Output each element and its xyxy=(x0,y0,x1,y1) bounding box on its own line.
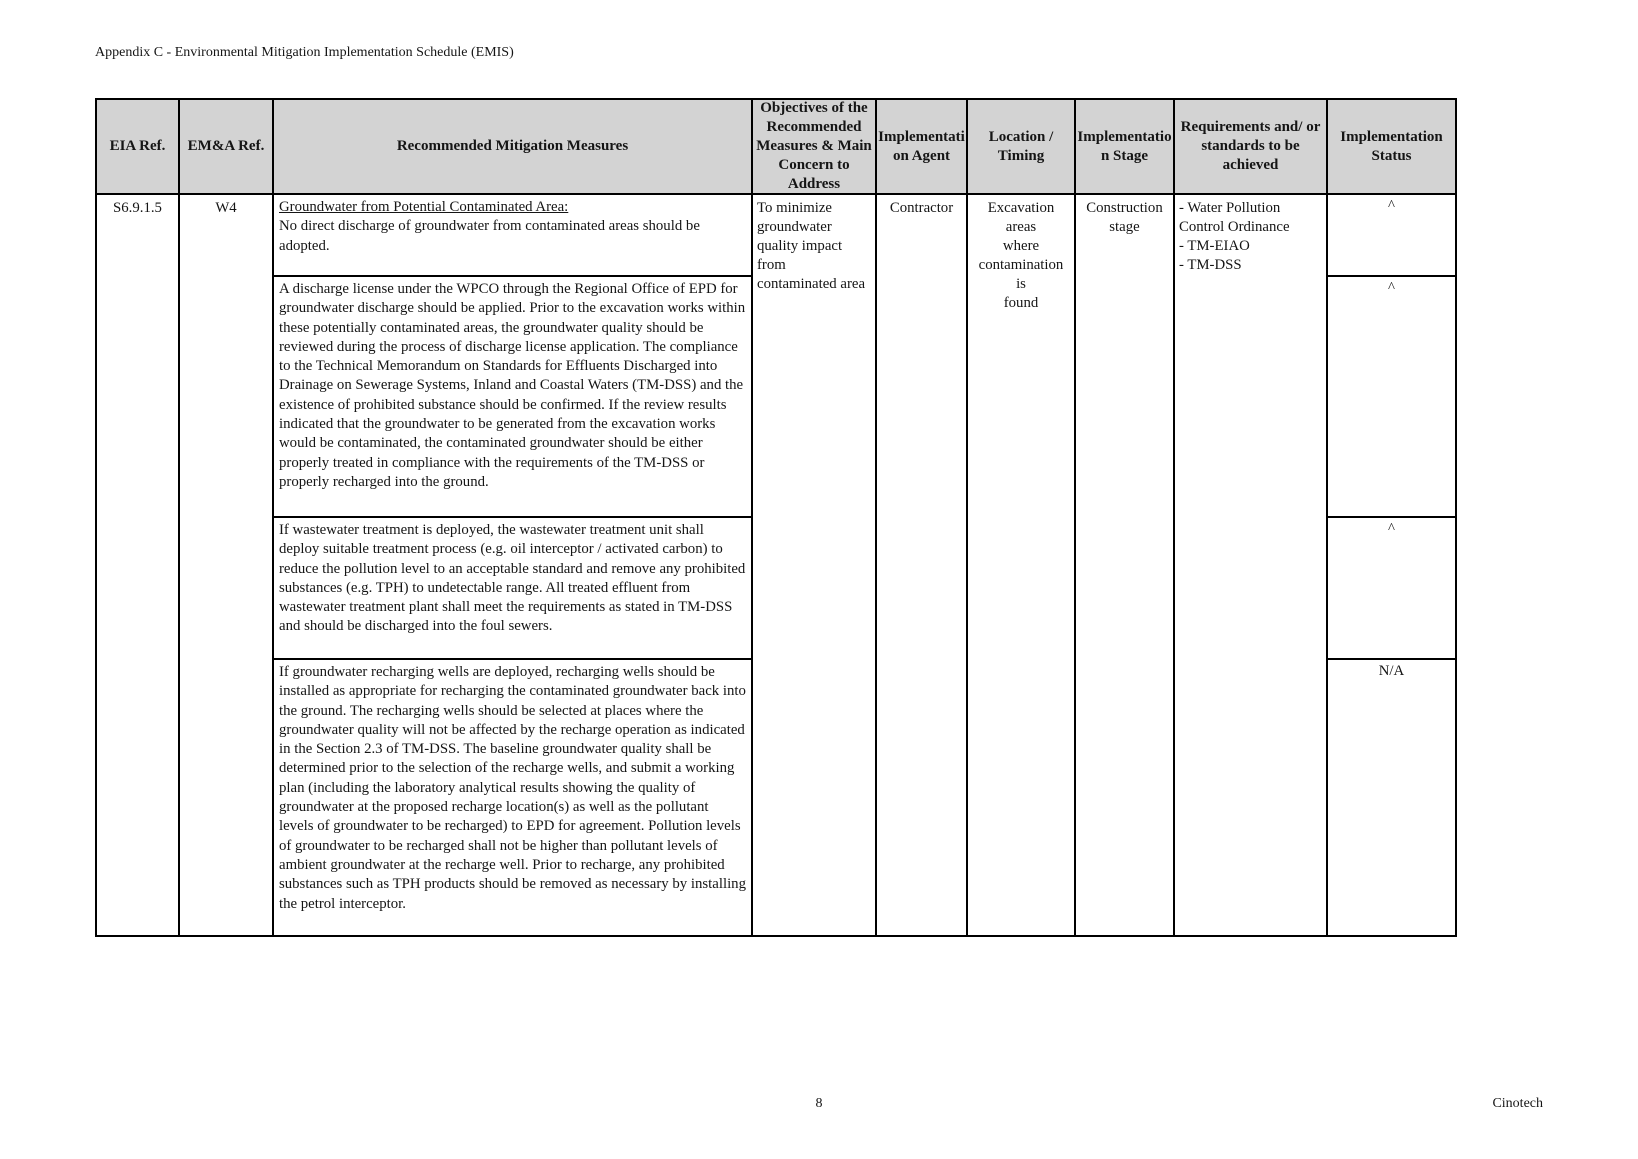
status-block-3: ^ xyxy=(1328,518,1455,660)
appendix-title: Appendix C - Environmental Mitigation Implementation Schedule (EMIS) xyxy=(95,45,514,60)
status-block-4: N/A xyxy=(1378,663,1405,679)
header-eia-ref: EIA Ref. xyxy=(97,100,180,193)
cell-implementation-agent: Contractor xyxy=(877,195,968,935)
footer-company: Cinotech xyxy=(1492,1096,1543,1111)
cell-objectives: To minimize groundwater quality impact from contaminated area xyxy=(753,195,877,935)
measure-heading: Groundwater from Potential Contaminated Area: xyxy=(279,199,569,215)
cell-location-timing: Excavation areas where contamination is found xyxy=(968,195,1076,935)
header-requirements: Requirements and/ or standards to be achieved xyxy=(1175,100,1328,193)
table-data-row xyxy=(97,195,1455,935)
measure-block-4: If groundwater recharging wells are deployed, recharging wells should be installed as appropriate for recharging the contaminated groundwater back into the ground. The recharging wells should be selected at places where the groundwater quality will not be affected by the recharge operation as indicated in the Section 2.3 of TM-DSS. The baseline groundwater quality shall be determined prior to the selection of the recharge wells, and submit a working plan (including the laboratory analytical results showing the quality of groundwater at the proposed recharge location(s) as well as the pollutant levels of groundwater to be recharged) to EPD for agreement. Pollution levels of groundwater to be recharged shall not be higher than pollutant levels of ambient groundwater at the recharge well. Prior to recharge, any prohibited substances such as TPH products should be removed as necessary by installing the petrol interceptor. xyxy=(279,664,746,912)
cell-requirements: - Water Pollution Control Ordinance - TM-EIAO - TM-DSS xyxy=(1175,195,1328,935)
measure-block-3: If wastewater treatment is deployed, the wastewater treatment unit shall deploy suitable treatment process (e.g. oil interceptor / activated carbon) to reduce the pollution level to an acceptable standard and remove any prohibited substances (e.g. TPH) to undetectable range. All treated effluent from wastewater treatment plant shall meet the requirements as stated in TM-DSS and should be discharged into the foul sewers. xyxy=(274,518,751,660)
cell-eia-ref: S6.9.1.5 xyxy=(97,195,180,935)
header-location-timing: Location / Timing xyxy=(968,100,1076,193)
cell-implementation-stage: Construction stage xyxy=(1076,195,1175,935)
cell-mitigation-measures xyxy=(274,195,753,935)
status-block-1: ^ xyxy=(1328,195,1455,277)
header-ema-ref: EM&A Ref. xyxy=(180,100,274,193)
emis-table xyxy=(95,98,1457,937)
cell-ema-ref: W4 xyxy=(180,195,274,935)
header-implementation-stage: Implementatio n Stage xyxy=(1076,100,1175,193)
measure-block-1 xyxy=(274,195,751,277)
measure-block-2: A discharge license under the WPCO through the Regional Office of EPD for groundwater discharge should be applied. Prior to the excavation works within these potentially contaminated areas, the groundwater quality should be reviewed during the process of discharge license application. The compliance to the Technical Memorandum on Standards for Effluents Discharged into Drainage on Sewerage Systems, Inland and Coastal Waters (TM-DSS) and the existence of prohibited substance should be confirmed. If the review results indicated that the groundwater to be generated from the excavation works would be contaminated, the contaminated groundwater should be either properly treated in compliance with the requirements of the TM-DSS or properly recharged into the ground. xyxy=(274,277,751,518)
header-objectives: Objectives of the Recommended Measures & Main Concern to Address xyxy=(753,100,877,193)
header-implementation-agent: Implementati on Agent xyxy=(877,100,968,193)
page-number: 8 xyxy=(815,1096,823,1111)
table-header-row xyxy=(97,100,1455,195)
cell-implementation-status xyxy=(1328,195,1455,935)
header-mitigation-measures: Recommended Mitigation Measures xyxy=(274,100,753,193)
header-implementation-status: Implementation Status xyxy=(1340,128,1443,164)
status-block-2: ^ xyxy=(1328,277,1455,518)
measure-text: No direct discharge of groundwater from contaminated areas should be adopted. xyxy=(279,218,700,254)
